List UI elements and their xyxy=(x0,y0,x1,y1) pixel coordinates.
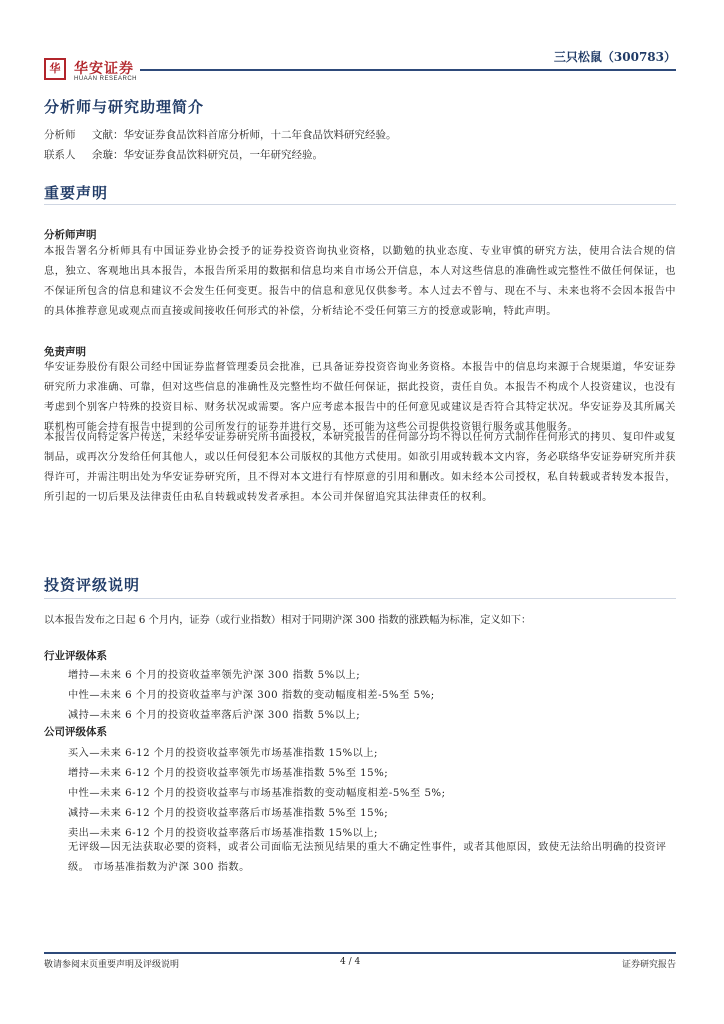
footer-divider xyxy=(44,952,676,954)
footer-report-type: 证券研究报告 xyxy=(621,960,676,970)
contact-role: 联系人 xyxy=(44,149,76,161)
logo-text: 华安证券 xyxy=(74,61,134,77)
section-divider xyxy=(44,204,676,205)
analyst-role: 分析师 xyxy=(44,129,76,141)
disclaimer-title: 免责声明 xyxy=(44,346,86,358)
company-rating-item: 减持—未来 6-12 个月的投资收益率落后市场基准指数 5%至 15%; xyxy=(68,808,389,819)
analyst-statement-text: 本报告署名分析师具有中国证券业协会授予的证券投资咨询执业资格，以勤勉的执业态度、专业审慎的研究方法，使用合法合规的信息，独立、客观地出具本报告，本报告所采用的数据和信息均来自市场公开信息，本人对这些信息的准确性或完整性不做任何保证，也不保证所包含的信息和建议不会发生任何变更。报告中的信息和意见仅供参考。本人过去不曾与、现在不与、未来也将不会因本报告中的具体推荐意见或观点而直接或间接收任何形式的补偿，分析结论不受任何第三方的授意或影响，特此声明。 xyxy=(44,246,676,317)
section-title-analysts: 分析师与研究助理简介 xyxy=(44,98,205,116)
contact-row xyxy=(44,148,323,162)
company-rating-item: 买入—未来 6-12 个月的投资收益率领先市场基准指数 15%以上; xyxy=(68,748,378,759)
company-title: 三只松鼠（300783） xyxy=(553,50,676,64)
footer-note: 敬请参阅末页重要声明及评级说明 xyxy=(44,960,180,970)
industry-rating-title: 行业评级体系 xyxy=(44,650,107,662)
analyst-text: 文献：华安证券食品饮料首席分析师，十二年食品饮料研究经验。 xyxy=(92,129,397,141)
company-rating-title: 公司评级体系 xyxy=(44,726,107,738)
page-number: 4 / 4 xyxy=(340,957,361,967)
huaan-logo-icon: 华 xyxy=(44,58,66,80)
industry-rating-item: 增持—未来 6 个月的投资收益率领先沪深 300 指数 5%以上; xyxy=(68,670,361,681)
header-divider xyxy=(140,69,676,71)
page-header xyxy=(44,46,676,86)
disclaimer-paragraph-2: 本报告仅向特定客户传送，未经华安证券研究所书面授权，本研究报告的任何部分均不得以任何方式制作任何形式的拷贝、复印件或复制品，或再次分发给任何其他人，或以任何侵犯本公司版权的其他方式使用。如欲引用或转载本文内容，务必联络华安证券研究所并获得许可，并需注明出处为华安证券研究所，且不得对本文进行有悖原意的引用和删改。如未经本公司授权，私自转载或者转发本报告，所引起的一切后果及法律责任由私自转载或转发者承担。本公司并保留追究其法律责任的权利。 xyxy=(44,432,676,503)
industry-rating-item: 减持—未来 6 个月的投资收益率落后沪深 300 指数 5%以上; xyxy=(68,710,361,721)
section-divider xyxy=(44,598,676,599)
company-rating-item: 中性—未来 6-12 个月的投资收益率与市场基准指数的变动幅度相差-5%至 5%; xyxy=(68,788,446,799)
company-rating-item: 增持—未来 6-12 个月的投资收益率领先市场基准指数 5%至 15%; xyxy=(68,768,389,779)
company-rating-item: 卖出—未来 6-12 个月的投资收益率落后市场基准指数 15%以上; xyxy=(68,828,378,839)
analyst-row xyxy=(44,128,397,142)
analyst-statement-title: 分析师声明 xyxy=(44,229,97,241)
disclaimer-paragraph-1: 华安证券股份有限公司经中国证券监督管理委员会批准，已具备证券投资咨询业务资格。本报告中的信息均来源于合规渠道，华安证券研究所力求准确、可靠，但对这些信息的准确性及完整性均不做任何保证，据此投资，责任自负。本报告不构成个人投资建议，也没有考虑到个别客户特殊的投资目标、财务状况或需要。客户应考虑本报告中的任何意见或建议是否符合其特定状况。华安证券及其所属关联机构可能会持有报告中提到的公司所发行的证券并进行交易，还可能为这些公司提供投资银行服务或其他服务。 xyxy=(44,362,676,433)
rating-intro: 以本报告发布之日起 6 个月内，证券（或行业指数）相对于同期沪深 300 指数的涨跌幅为标准，定义如下： xyxy=(44,615,532,626)
logo-subtext: HUAAN RESEARCH xyxy=(74,76,138,82)
section-title-disclaimer: 重要声明 xyxy=(44,184,109,202)
no-rating-definition: 无评级—因无法获取必要的资料，或者公司面临无法预见结果的重大不确定性事件，或者其他原因，致使无法给出明确的投资评级。 市场基准指数为沪深 300 指数。 xyxy=(68,842,667,873)
contact-text: 余璇：华安证券食品饮料研究员，一年研究经验。 xyxy=(92,149,323,161)
industry-rating-item: 中性—未来 6 个月的投资收益率与沪深 300 指数的变动幅度相差-5%至 5%; xyxy=(68,690,435,701)
section-title-rating: 投资评级说明 xyxy=(44,576,141,594)
